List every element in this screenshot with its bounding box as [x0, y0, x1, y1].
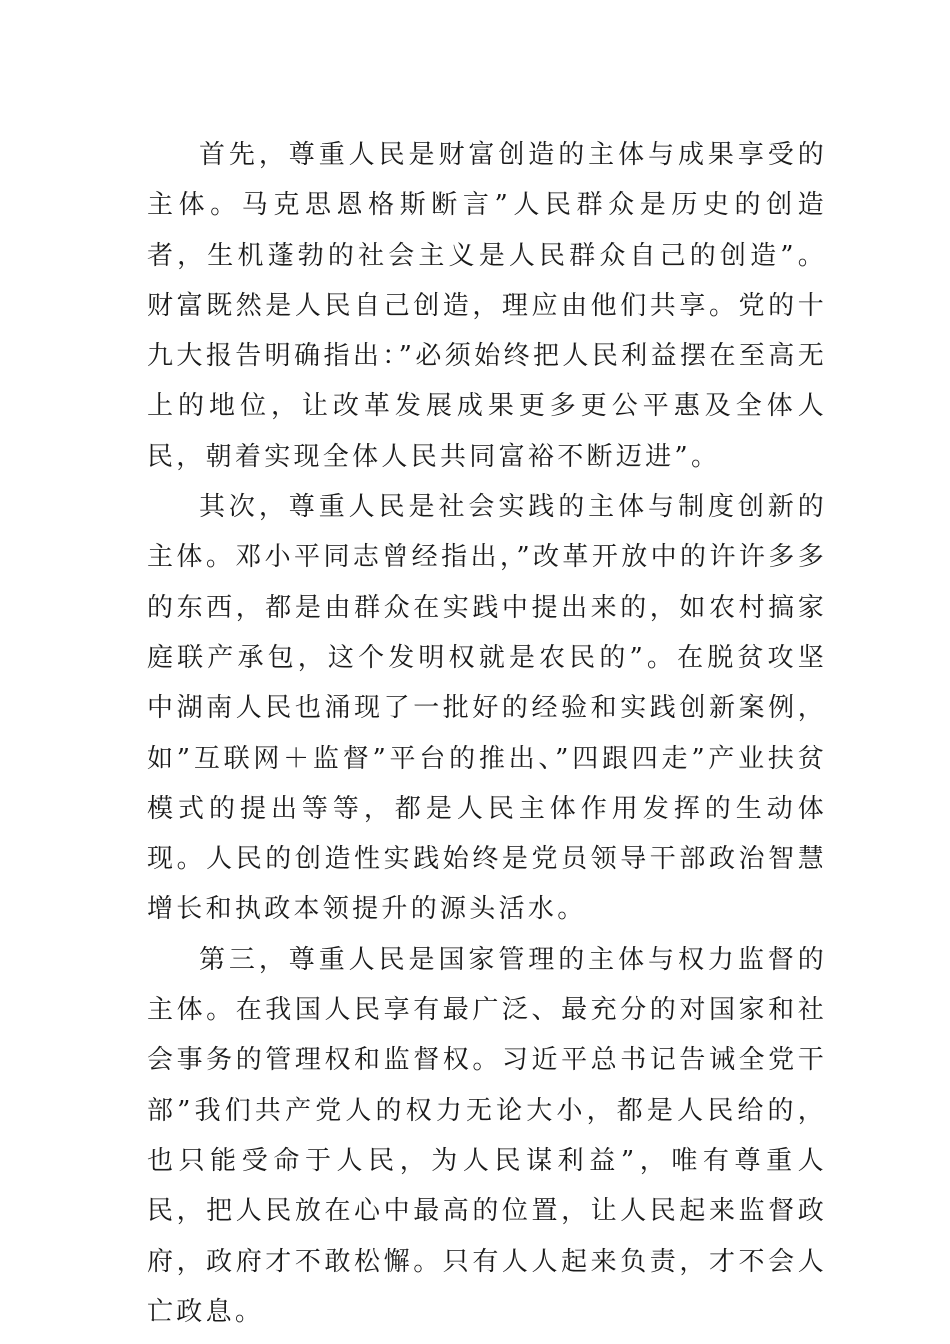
paragraph-social-practice: 其次，尊重人民是社会实践的主体与制度创新的主体。邓小平同志曾经指出，”改革开放中的许许多多的东西，都是由群众在实践中提出来的，如农村搞家庭联产承包，这个发明权就是农民的”。在脱贫攻坚中湖南人民也涌现了一批好的经验和实践创新案例，如”互联网＋监督”平台的推出、”四跟四走”产业扶贫模式的提出等等，都是人民主体作用发挥的生动体现。人民的创造性实践始终是党员领导干部政治智慧增长和执政本领提升的源头活水。 [147, 492, 827, 925]
document-body [147, 130, 827, 1337]
paragraph-state-management: 第三，尊重人民是国家管理的主体与权力监督的主体。在我国人民享有最广泛、最充分的对国家和社会事务的管理权和监督权。习近平总书记告诫全党干部”我们共产党人的权力无论大小，都是人民给的，也只能受命于人民，为人民谋利益”，唯有尊重人民，把人民放在心中最高的位置，让人民起来监督政府，政府才不敢松懈。只有人人起来负责，才不会人亡政息。 [147, 944, 827, 1327]
paragraph-wealth-creation: 首先，尊重人民是财富创造的主体与成果享受的主体。马克思恩格斯断言”人民群众是历史的创造者，生机蓬勃的社会主义是人民群众自己的创造”。财富既然是人民自己创造，理应由他们共享。党的十九大报告明确指出：”必须始终把人民利益摆在至高无上的地位，让改革发展成果更多更公平惠及全体人民，朝着实现全体人民共同富裕不断迈进”。 [147, 140, 827, 472]
